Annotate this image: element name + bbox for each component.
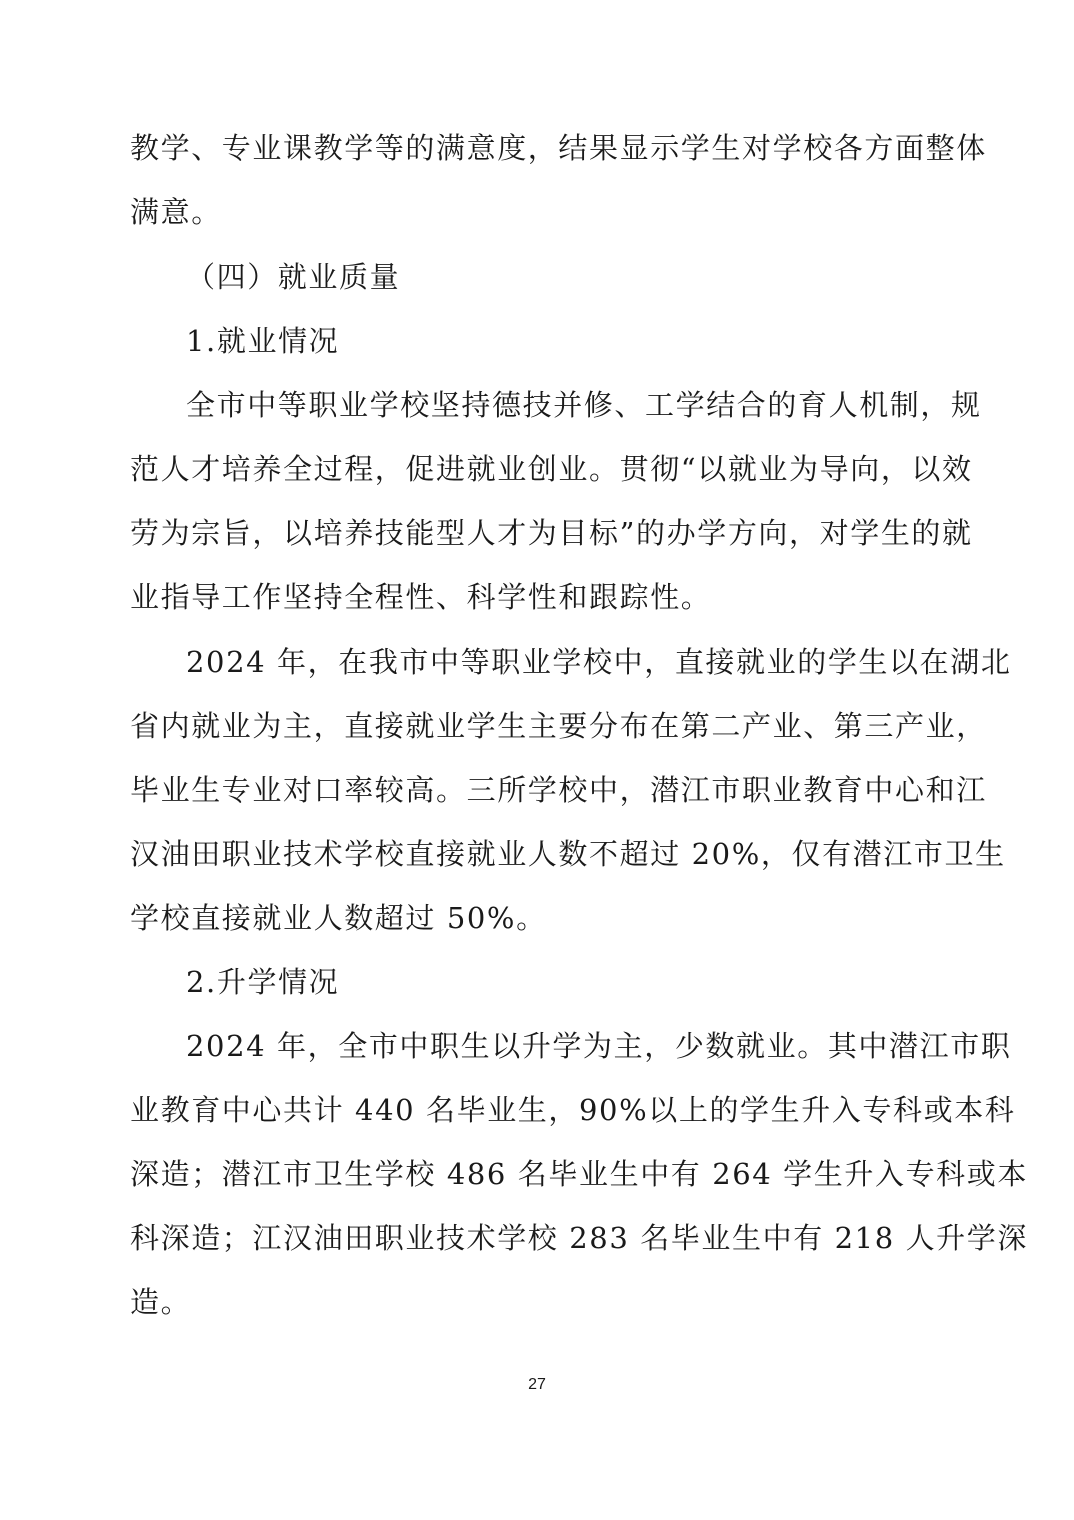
paragraph-intro-line-1: 教学、专业课教学等的满意度，结果显示学生对学校各方面整体 bbox=[130, 131, 987, 165]
subsection-1-title: 1.就业情况 bbox=[186, 324, 340, 358]
section-title: （四）就业质量 bbox=[186, 260, 401, 294]
employment-paragraph-1-line-3: 劳为宗旨，以培养技能型人才为目标”的办学方向，对学生的就 bbox=[130, 516, 973, 550]
further-study-paragraph-line-3: 深造；潜江市卫生学校 486 名毕业生中有 264 学生升入专科或本 bbox=[130, 1157, 1028, 1191]
paragraph-intro-line-2: 满意。 bbox=[130, 195, 222, 229]
employment-paragraph-2-line-1: 2024 年，在我市中等职业学校中，直接就业的学生以在湖北 bbox=[186, 645, 1012, 679]
further-study-paragraph-line-2: 业教育中心共计 440 名毕业生，90%以上的学生升入专科或本科 bbox=[130, 1093, 1016, 1127]
further-study-paragraph-line-1: 2024 年，全市中职生以升学为主，少数就业。其中潜江市职 bbox=[186, 1029, 1012, 1063]
further-study-paragraph-line-4: 科深造；江汉油田职业技术学校 283 名毕业生中有 218 人升学深 bbox=[130, 1221, 1028, 1255]
page-number: 27 bbox=[528, 1376, 546, 1393]
subsection-2-title: 2.升学情况 bbox=[186, 965, 340, 999]
employment-paragraph-1-line-4: 业指导工作坚持全程性、科学性和跟踪性。 bbox=[130, 580, 712, 614]
employment-paragraph-1-line-1: 全市中等职业学校坚持德技并修、工学结合的育人机制，规 bbox=[186, 388, 982, 422]
employment-paragraph-2-line-3: 毕业生专业对口率较高。三所学校中，潜江市职业教育中心和江 bbox=[130, 773, 987, 807]
further-study-paragraph-line-5: 造。 bbox=[130, 1285, 192, 1319]
employment-paragraph-2-line-2: 省内就业为主，直接就业学生主要分布在第二产业、第三产业， bbox=[130, 709, 987, 743]
employment-paragraph-2-line-4: 汉油田职业技术学校直接就业人数不超过 20%，仅有潜江市卫生 bbox=[130, 837, 1006, 871]
employment-paragraph-2-line-5: 学校直接就业人数超过 50%。 bbox=[130, 901, 547, 935]
employment-paragraph-1-line-2: 范人才培养全过程，促进就业创业。贯彻“以就业为导向，以效 bbox=[130, 452, 973, 486]
